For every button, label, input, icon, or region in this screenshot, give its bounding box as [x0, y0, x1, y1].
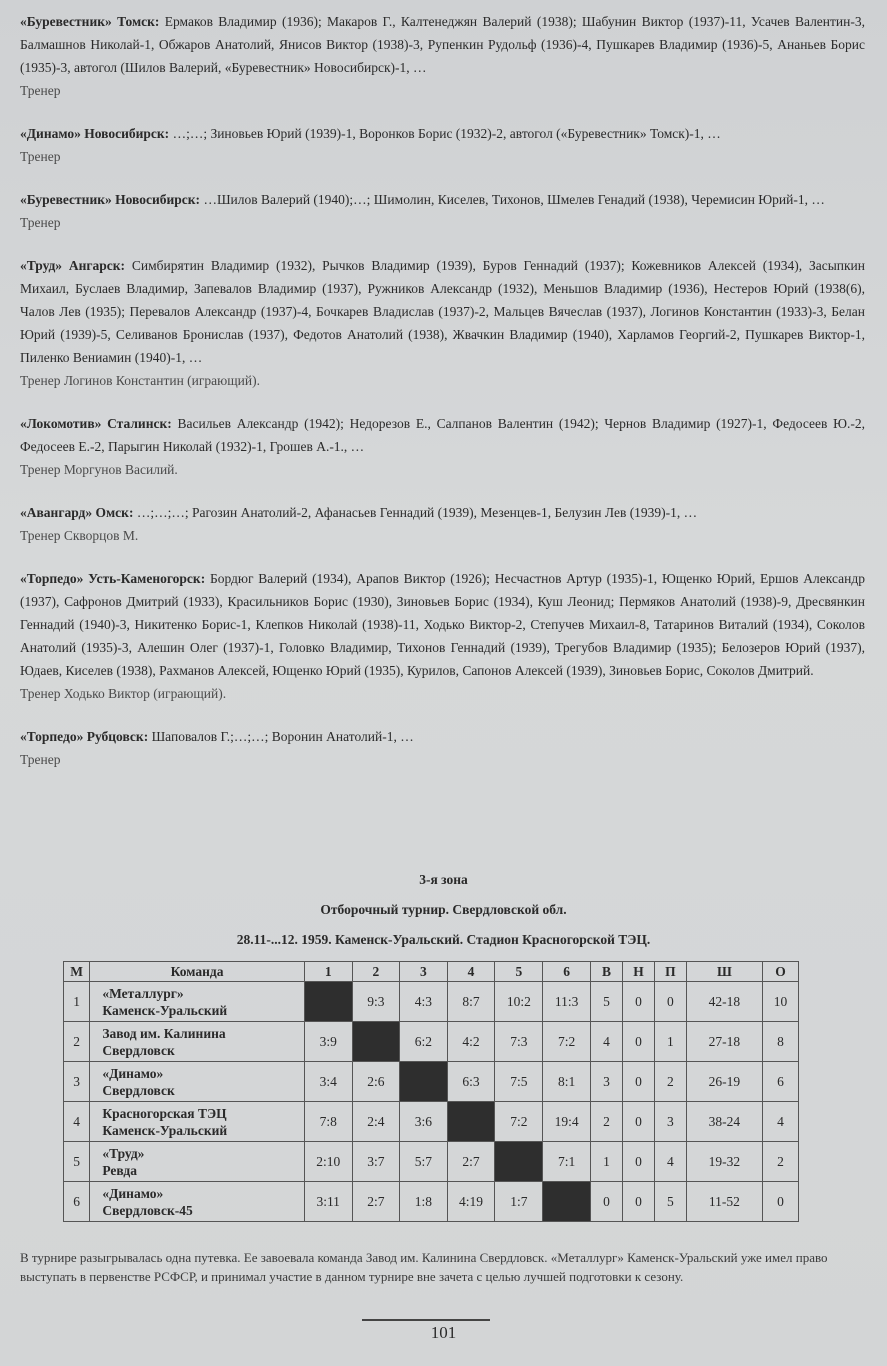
roster-entry	[20, 10, 865, 102]
place: 6	[64, 1182, 90, 1222]
losses: 4	[654, 1142, 686, 1182]
score: 2:6	[352, 1062, 400, 1102]
team-cell	[90, 982, 304, 1022]
team-name: «Динамо» Новосибирск:	[20, 126, 170, 141]
score: 8:1	[543, 1062, 591, 1102]
points: 0	[762, 1182, 798, 1222]
team-line2: Свердловск	[102, 1042, 175, 1058]
score: 2:4	[352, 1102, 400, 1142]
team-name: «Буревестник» Новосибирск:	[20, 192, 201, 207]
col-wins: В	[591, 962, 623, 982]
col-place: М	[64, 962, 90, 982]
coach-line: Тренер Логинов Константин (играющий).	[20, 373, 260, 388]
col-opp-1: 1	[304, 962, 352, 982]
team-cell	[90, 1142, 304, 1182]
points: 2	[762, 1142, 798, 1182]
score: 7:5	[495, 1062, 543, 1102]
player-list: Шаповалов Г.;…;…; Воронин Анатолий-1, …	[148, 729, 414, 744]
wins: 2	[591, 1102, 623, 1142]
losses: 2	[654, 1062, 686, 1102]
player-list: Бордюг Валерий (1934), Арапов Виктор (1926); Несчастнов Артур (1935)-1, Ющенко Юрий, Ершов Александр (1937), Сафронов Дмитрий (1933), Красильников Борис (1930), Зиновьев Борис (1934), Куш Леонид; Пермяков Анатолий (1938)-9, Дресвянкин Геннадий (1940)-3, Никитенко Борис-1, Клепков Николай (1938)-11, Ходько Виктор-2, Степучев Михаил-8, Татаринов Виталий (1934), Соколов Анатолий (1935)-3, Алешин Олег (1937)-1, Головко Владимир, Тихонов Геннадий (1939), Трегубов Владимир (1935); Белозеров Юрий (1937), Юдаев, Киселев (1938), Рахманов Алексей, Ющенко Юрий (1935), Курилов, Сапонов Алексей (1939), Зиновьев Борис, Соколов Дмитрий.	[20, 571, 865, 678]
col-opp-6: 6	[543, 962, 591, 982]
score: 1:8	[400, 1182, 448, 1222]
score: 2:7	[447, 1142, 495, 1182]
draws: 0	[622, 1142, 654, 1182]
table-row	[64, 1062, 799, 1102]
place: 5	[64, 1142, 90, 1182]
coach-line: Тренер Моргунов Василий.	[20, 462, 178, 477]
place: 1	[64, 982, 90, 1022]
footer-rule	[362, 1319, 490, 1321]
player-list: Васильев Александр (1942); Недорезов Е., Салпанов Валентин (1942); Чернов Владимир (1927)-1, Федосеев Ю.-2, Федосеев Е.-2, Парыгин Николай (1932)-1, Грошев А.-1., …	[20, 416, 865, 454]
col-opp-5: 5	[495, 962, 543, 982]
losses: 0	[654, 982, 686, 1022]
team-cell	[90, 1022, 304, 1062]
score: 4:2	[447, 1022, 495, 1062]
place: 3	[64, 1062, 90, 1102]
col-opp-2: 2	[352, 962, 400, 982]
score: 6:2	[400, 1022, 448, 1062]
team-line2: Свердловск	[102, 1082, 175, 1098]
roster-entry	[20, 188, 865, 234]
points: 6	[762, 1062, 798, 1102]
team-line2: Каменск-Уральский	[102, 1002, 228, 1018]
roster-entry	[20, 501, 865, 547]
team-name: «Локомотив» Сталинск:	[20, 416, 172, 431]
team-line1: «Динамо»	[102, 1185, 164, 1201]
team-line2: Ревда	[102, 1162, 137, 1178]
goals: 42-18	[686, 982, 762, 1022]
draws: 0	[622, 1182, 654, 1222]
team-cell	[90, 1182, 304, 1222]
roster-entry	[20, 567, 865, 705]
score: 7:8	[304, 1102, 352, 1142]
coach-line: Тренер	[20, 215, 61, 230]
roster-entry	[20, 122, 865, 168]
score: 3:6	[400, 1102, 448, 1142]
draws: 0	[622, 1062, 654, 1102]
wins: 4	[591, 1022, 623, 1062]
col-draws: Н	[622, 962, 654, 982]
self-match-cell	[352, 1022, 400, 1062]
score: 2:10	[304, 1142, 352, 1182]
points: 10	[762, 982, 798, 1022]
team-name: «Торпедо» Усть-Каменогорск:	[20, 571, 206, 586]
table-header-row	[64, 962, 799, 982]
draws: 0	[622, 982, 654, 1022]
player-list: Ермаков Владимир (1936); Макаров Г., Калтенеджян Валерий (1938); Шабунин Виктор (1937)-11, Усачев Валентин-3, Балмашнов Николай-1, Обжаров Анатолий, Янисов Виктор (1938)-3, Рупенкин Рудольф (1936)-4, Пушкарев Владимир (1936)-5, Ананьев Борис (1935)-3, автогол (Шилов Валерий, «Буревестник» Новосибирск)-1, …	[20, 14, 865, 75]
coach-line: Тренер Ходько Виктор (играющий).	[20, 686, 227, 701]
score: 7:1	[543, 1142, 591, 1182]
score: 8:7	[447, 982, 495, 1022]
score: 11:3	[543, 982, 591, 1022]
table-row	[64, 1142, 799, 1182]
team-name: «Буревестник» Томск:	[20, 14, 160, 29]
score: 5:7	[400, 1142, 448, 1182]
team-line1: Красногорская ТЭЦ	[102, 1105, 227, 1121]
draws: 0	[622, 1102, 654, 1142]
coach-line: Тренер	[20, 83, 61, 98]
team-line1: «Металлург»	[102, 985, 184, 1001]
goals: 27-18	[686, 1022, 762, 1062]
col-opp-4: 4	[447, 962, 495, 982]
team-cell	[90, 1102, 304, 1142]
col-goals: Ш	[686, 962, 762, 982]
losses: 3	[654, 1102, 686, 1142]
score: 19:4	[543, 1102, 591, 1142]
coach-line: Тренер	[20, 149, 61, 164]
player-list: …;…;…; Рагозин Анатолий-2, Афанасьев Геннадий (1939), Мезенцев-1, Белузин Лев (1939)-1, …	[133, 505, 698, 520]
goals: 26-19	[686, 1062, 762, 1102]
tournament-note: В турнире разыгрывалась одна путевка. Ее завоевала команда Завод им. Калинина Свердловск. «Металлург» Каменск-Уральский уже имел право выступать в первенстве РСФСР, и принимал участие в данном турнире вне зачета с целью лучшей подготовки к сезону.	[20, 1250, 828, 1284]
wins: 0	[591, 1182, 623, 1222]
team-name: «Труд» Ангарск:	[20, 258, 126, 273]
player-list: Симбирятин Владимир (1932), Рычков Владимир (1939), Буров Геннадий (1937); Кожевников Алексей (1934), Засыпкин Михаил, Буслаев Владимир, Запевалов Владимир (1937), Ружников Александр (1932), Меньшов Владимир (1936), Нестеров Юрий (1938(6), Чалов Лев (1935); Перевалов Александр (1937)-4, Бочкарев Владислав (1937)-2, Мальцев Вячеслав (1937), Логинов Константин (1933)-3, Белан Юрий (1939)-5, Селиванов Бронислав (1937), Федотов Анатолий (1938), Жвачкин Владимир (1940), Харламов Георгий-2, Пушкарев Виктор-1, Пиленко Вениамин (1940)-1, …	[20, 258, 866, 365]
score: 10:2	[495, 982, 543, 1022]
self-match-cell	[495, 1142, 543, 1182]
results-table	[63, 961, 799, 1222]
player-list: …;…; Зиновьев Юрий (1939)-1, Воронков Борис (1932)-2, автогол («Буревестник» Томск)-1, …	[169, 126, 721, 141]
place: 2	[64, 1022, 90, 1062]
self-match-cell	[304, 982, 352, 1022]
goals: 11-52	[686, 1182, 762, 1222]
team-line2: Свердловск-45	[102, 1202, 193, 1218]
goals: 19-32	[686, 1142, 762, 1182]
score: 7:3	[495, 1022, 543, 1062]
col-opp-3: 3	[400, 962, 448, 982]
wins: 5	[591, 982, 623, 1022]
team-name: «Торпедо» Рубцовск:	[20, 729, 149, 744]
score: 6:3	[447, 1062, 495, 1102]
table-row	[64, 982, 799, 1022]
player-list: …Шилов Валерий (1940);…; Шимолин, Киселев, Тихонов, Шмелев Генадий (1938), Черемисин Юрий-1, …	[200, 192, 825, 207]
dates-venue-heading: 28.11-...12. 1959. Каменск-Уральский. Стадион Красногорской ТЭЦ.	[236, 932, 651, 947]
score: 3:4	[304, 1062, 352, 1102]
wins: 1	[591, 1142, 623, 1182]
team-line1: «Динамо»	[102, 1065, 164, 1081]
points: 8	[762, 1022, 798, 1062]
team-line1: «Труд»	[102, 1145, 145, 1161]
team-line2: Каменск-Уральский	[102, 1122, 228, 1138]
zone-heading: 3-я зона	[419, 872, 468, 887]
score: 1:7	[495, 1182, 543, 1222]
score: 3:11	[304, 1182, 352, 1222]
table-row	[64, 1022, 799, 1062]
losses: 1	[654, 1022, 686, 1062]
wins: 3	[591, 1062, 623, 1102]
score: 7:2	[495, 1102, 543, 1142]
score: 4:19	[447, 1182, 495, 1222]
team-rosters	[20, 10, 865, 791]
roster-entry	[20, 412, 865, 481]
col-points: О	[762, 962, 798, 982]
team-name: «Авангард» Омск:	[20, 505, 134, 520]
place: 4	[64, 1102, 90, 1142]
points: 4	[762, 1102, 798, 1142]
score: 3:7	[352, 1142, 400, 1182]
table-row	[64, 1102, 799, 1142]
self-match-cell	[447, 1102, 495, 1142]
score: 2:7	[352, 1182, 400, 1222]
draws: 0	[622, 1022, 654, 1062]
col-losses: П	[654, 962, 686, 982]
score: 9:3	[352, 982, 400, 1022]
col-team: Команда	[90, 962, 304, 982]
page-number: 101	[430, 1323, 457, 1342]
self-match-cell	[400, 1062, 448, 1102]
team-cell	[90, 1062, 304, 1102]
tournament-heading: Отборочный турнир. Свердловской обл.	[320, 902, 567, 917]
goals: 38-24	[686, 1102, 762, 1142]
team-line1: Завод им. Калинина	[102, 1025, 226, 1041]
table-row	[64, 1182, 799, 1222]
losses: 5	[654, 1182, 686, 1222]
score: 7:2	[543, 1022, 591, 1062]
score: 4:3	[400, 982, 448, 1022]
roster-entry	[20, 254, 865, 392]
score: 3:9	[304, 1022, 352, 1062]
roster-entry	[20, 725, 865, 771]
coach-line: Тренер Скворцов М.	[20, 528, 139, 543]
coach-line: Тренер	[20, 752, 61, 767]
self-match-cell	[543, 1182, 591, 1222]
